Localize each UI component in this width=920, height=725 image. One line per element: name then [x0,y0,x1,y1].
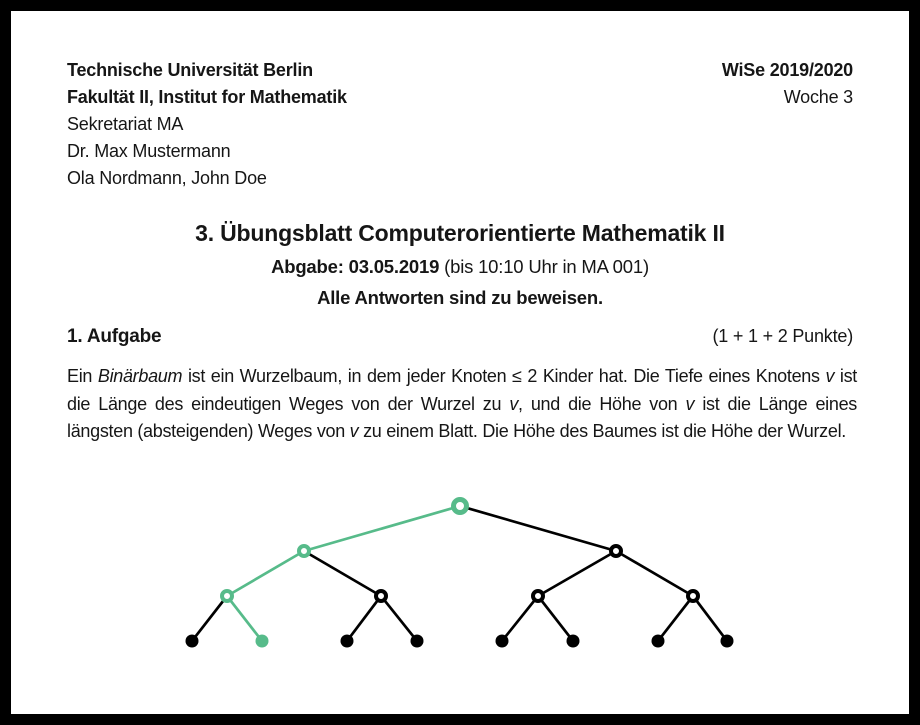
tree-edge [616,551,693,596]
assistants-line: Ola Nordmann, John Doe [67,168,267,188]
tree-node-internal [611,546,621,556]
task-points: (1 + 1 + 2 Punkte) [712,326,853,346]
tree-edge [502,596,538,641]
tree-edge [304,506,460,551]
tree-edge [538,596,573,641]
tree-node-leaf [567,635,580,648]
text-run: ist die Länge eines längsten (absteigenden) Weges von [67,393,857,441]
tree-edge [347,596,381,641]
tree-node-internal [222,591,232,601]
due-details: (bis 10:10 Uhr in MA 001) [439,256,649,277]
tree-edge [192,596,227,641]
tree-node-internal [454,500,467,513]
due-date: Abgabe: 03.05.2019 [271,256,440,277]
tree-edge [460,506,616,551]
italic-term: v [825,366,835,386]
tree-edge [227,551,304,596]
faculty-name: Fakultät II, Institut for Mathematik [67,87,347,107]
proof-notice: Alle Antworten sind zu beweisen. [317,287,603,308]
lecturer-line: Dr. Max Mustermann [67,141,231,161]
tree-node-internal [533,591,543,601]
italic-term: v [509,393,519,414]
tree-node-leaf [341,635,354,648]
sheet-title: 3. Übungsblatt Computerorientierte Mathematik II [195,220,725,246]
secretariat-line: Sekretariat MA [67,114,184,134]
tree-node-leaf [186,635,199,648]
tree-node-leaf [721,635,734,648]
task-number-label: 1. Aufgabe [67,326,162,347]
italic-term: v [349,421,359,441]
tree-edge [658,596,693,641]
tree-node-internal [376,591,386,601]
italic-term: v [685,393,695,414]
university-name: Technische Universität Berlin [67,60,313,80]
tree-edge [538,551,616,596]
tree-node-internal [299,546,309,556]
binary-tree-figure [11,11,909,714]
tree-node-leaf [411,635,424,648]
text-run: ist die Länge des eindeutigen Weges von der Wurzel zu [67,366,857,414]
text-run: Ein [67,366,98,386]
tree-node-leaf [256,635,269,648]
tree-node-leaf [652,635,665,648]
tree-edge [381,596,417,641]
tree-edge [693,596,727,641]
tree-edge [227,596,262,641]
italic-term: Binärbaum [97,366,183,386]
tree-edge [304,551,381,596]
text-run: zu einem Blatt. Die Höhe des Baumes ist die Höhe der Wurzel. [358,421,846,441]
week-label: Woche 3 [783,87,853,107]
semester-label: WiSe 2019/2020 [721,60,853,80]
text-run: ist ein Wurzelbaum, in dem jeder Knoten ≤ 2 Kinder hat. Die Tiefe eines Knotens [182,366,826,386]
document-page [11,11,909,714]
text-run: , und die Höhe von [518,393,686,414]
tree-node-internal [688,591,698,601]
tree-node-leaf [496,635,509,648]
